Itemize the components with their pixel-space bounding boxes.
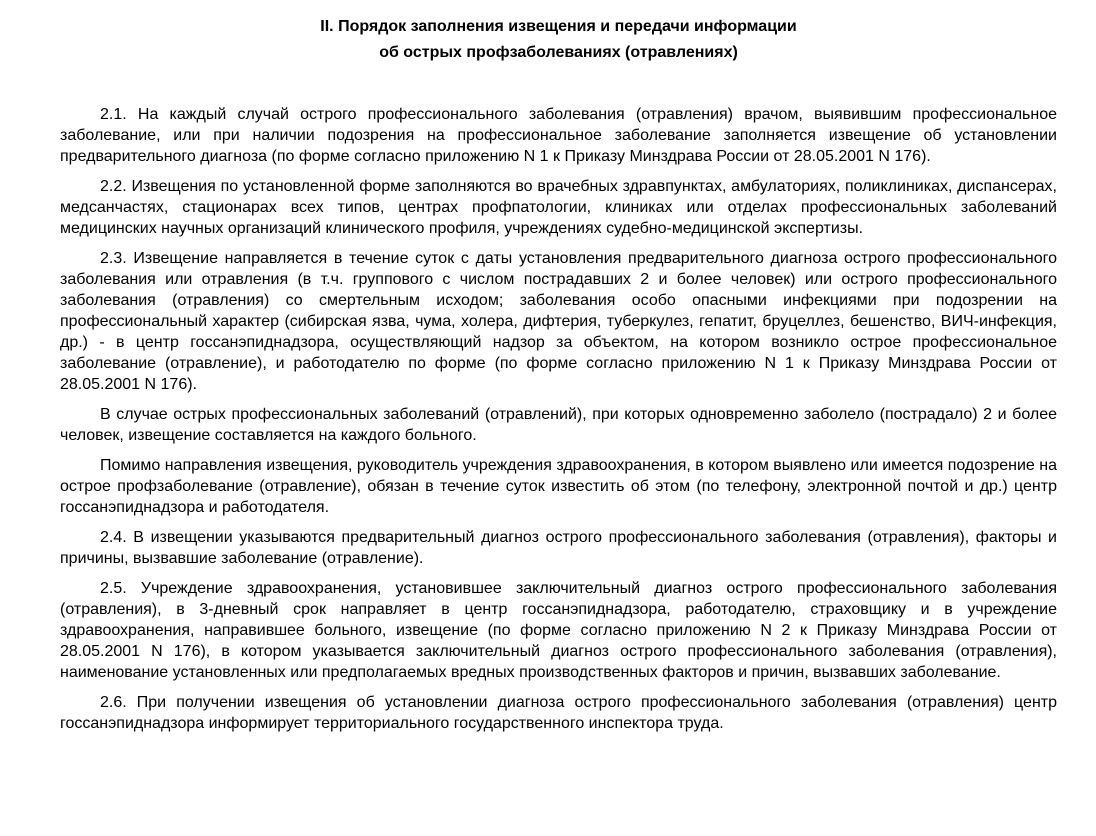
paragraph-group-cases: В случае острых профессиональных заболеваний (отравлений), при которых одновременно заболело (пострадало) 2 и более человек, извещение составляется на каждого больного. [60, 406, 1057, 444]
section-title-line-1: II. Порядок заполнения извещения и передачи информации [320, 18, 797, 35]
section-title [60, 14, 1057, 66]
paragraph-2-4: 2.4. В извещении указываются предварительный диагноз острого профессионального заболевания (отравления), факторы и причины, вызвавшие заболевание (отравление). [60, 529, 1057, 567]
section-title-line-2: об острых профзаболеваниях (отравлениях) [379, 44, 738, 61]
paragraph-2-6: 2.6. При получении извещения об установлении диагноза острого профессионального заболевания (отравления) центр госсанэпиднадзора информирует территориального государственного инспектора труда. [60, 694, 1057, 732]
paragraph-head-notification: Помимо направления извещения, руководитель учреждения здравоохранения, в котором выявлено или имеется подозрение на острое профзаболевание (отравление), обязан в течение суток известить об этом (по телефону, электронной почтой и др.) центр госсанэпиднадзора и работодателя. [60, 457, 1057, 516]
paragraph-2-3: 2.3. Извещение направляется в течение суток с даты установления предварительного диагноза острого профессионального заболевания или отравления (в т.ч. группового с числом пострадавших 2 и более человек) или острого профессионального заболевания (отравления) со смертельным исходом; заболевания особо опасными инфекциями при подозрении на профессиональный характер (сибирская язва, чума, холера, дифтерия, туберкулез, гепатит, бруцеллез, бешенство, ВИЧ-инфекция, др.) - в центр госсанэпиднадзора, осуществляющий надзор за объектом, на котором возникло острое профессиональное заболевание (отравление), и работодателю по форме (по форме согласно приложению N 1 к Приказу Минздрава России от 28.05.2001 N 176). [60, 250, 1057, 393]
document-page [60, 14, 1057, 743]
document-body [60, 104, 1057, 734]
paragraph-2-5: 2.5. Учреждение здравоохранения, установившее заключительный диагноз острого профессионального заболевания (отравления), в 3-дневный срок направляет в центр госсанэпиднадзора, работодателю, страховщику и в учреждение здравоохранения, направившее больного, извещение (по форме согласно приложению N 2 к Приказу Минздрава России от 28.05.2001 N 176), в котором указывается заключительный диагноз острого профессионального заболевания (отравления), наименование установленных или предполагаемых вредных производственных факторов и причин, вызвавших заболевание. [60, 580, 1057, 681]
paragraph-2-1: 2.1. На каждый случай острого профессионального заболевания (отравления) врачом, выявившим профессиональное заболевание, или при наличии подозрения на профессиональное заболевание заполняется извещение об установлении предварительного диагноза (по форме согласно приложению N 1 к Приказу Минздрава России от 28.05.2001 N 176). [60, 106, 1057, 165]
paragraph-2-2: 2.2. Извещения по установленной форме заполняются во врачебных здравпунктах, амбулаториях, поликлиниках, диспансерах, медсанчастях, стационарах всех типов, центрах профпатологии, клиниках или отделах профессиональных заболеваний медицинских научных организаций клинического профиля, учреждениях судебно-медицинской экспертизы. [60, 178, 1057, 237]
